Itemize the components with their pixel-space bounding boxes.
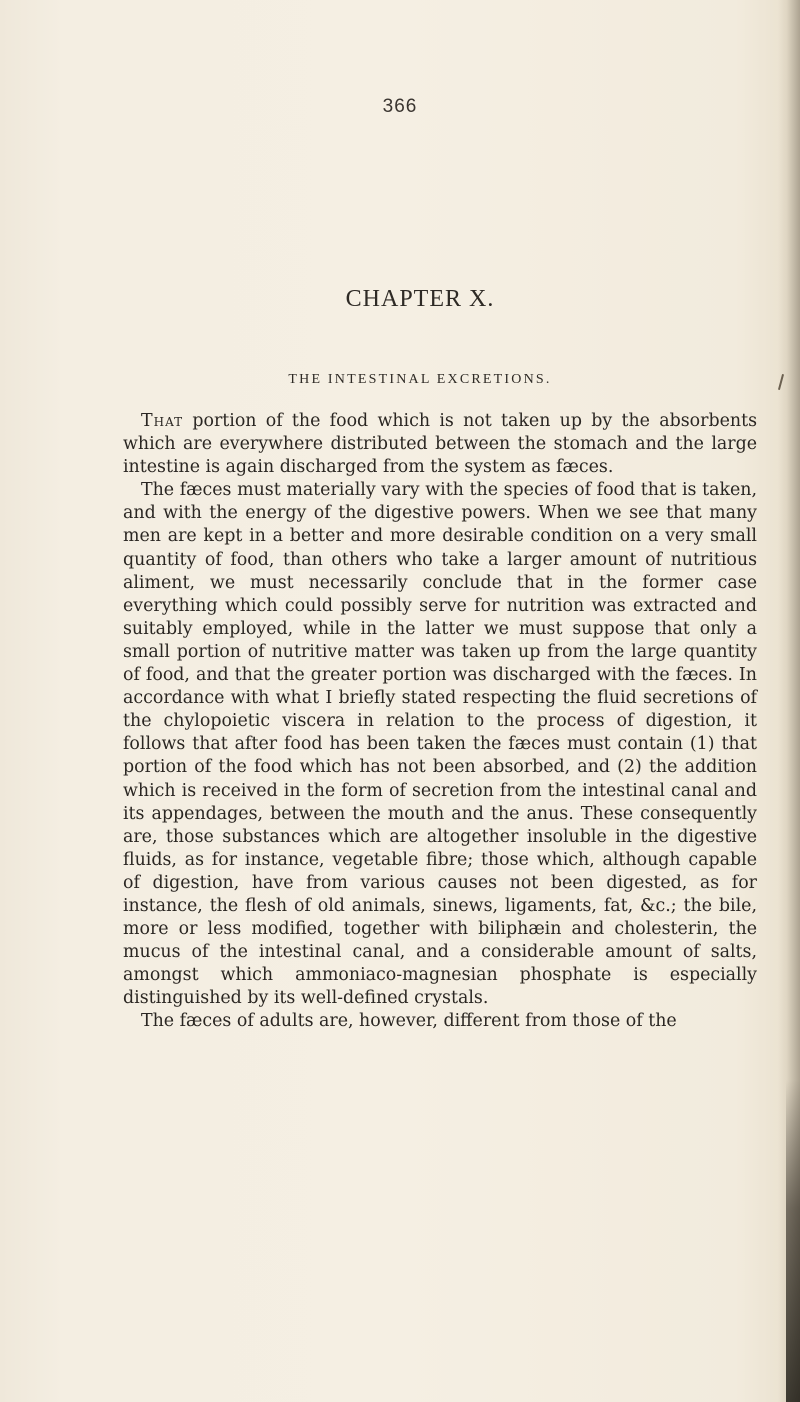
paragraph-lead: That [141, 411, 184, 431]
paragraph-text: The fæces must materially vary with the species of food that is taken, and with the energy of the digestive powers. When we see that many men are kept in a better and more desirable condition on a very small quantity of food, than others who take a larger amount of nutritious aliment, we must necessarily conclude that in the former case everything which could possibly serve for nutrition was extracted and suitably employed, while in the latter we must suppose that only a small portion of nutritive matter was taken up from the large quantity of food, and that the greater portion was discharged with the fæces. In accordance with what I briefly stated respecting the fluid secretions of the chylopoietic viscera in relation to the process of digestion, it follows that after food has been taken the fæces must contain (1) that portion of the food which has not been absorbed, and (2) the addition which is received in the form of secretion from the intestinal canal and its appendages, between the mouth and the anus. These consequently are, those substances which are altogether insoluble in the digestive fluids, as for instance, vegetable fibre; those which, although capable of digestion, have from various causes not been digested, as for instance, the flesh of old animals, sinews, ligaments, fat, &c.; the bile, more or less modified, together with biliphæin and cholesterin, the mucus of the intestinal canal, and a considerable amount of salts, amongst which ammoniaco-magnesian phosphate is especially distinguished by its well-defined crystals. [123, 480, 757, 1009]
paragraph-2 [123, 479, 757, 1010]
paragraph-text: portion of the food which is not taken up by the absorbents which are everywhere distributed between the stomach and the large intestine is again discharged from the system as fæces. [123, 411, 757, 478]
chapter-title: CHAPTER X. [345, 286, 495, 312]
paragraph-text: The fæces of adults are, however, different from those of the [141, 1011, 677, 1032]
page-edge-dark [786, 1080, 800, 1402]
paragraph-3 [123, 1010, 757, 1033]
body-text [123, 410, 757, 1034]
paragraph-1 [123, 410, 757, 479]
page-number: 366 [382, 96, 418, 117]
section-heading: THE INTESTINAL EXCRETIONS. [288, 372, 552, 387]
